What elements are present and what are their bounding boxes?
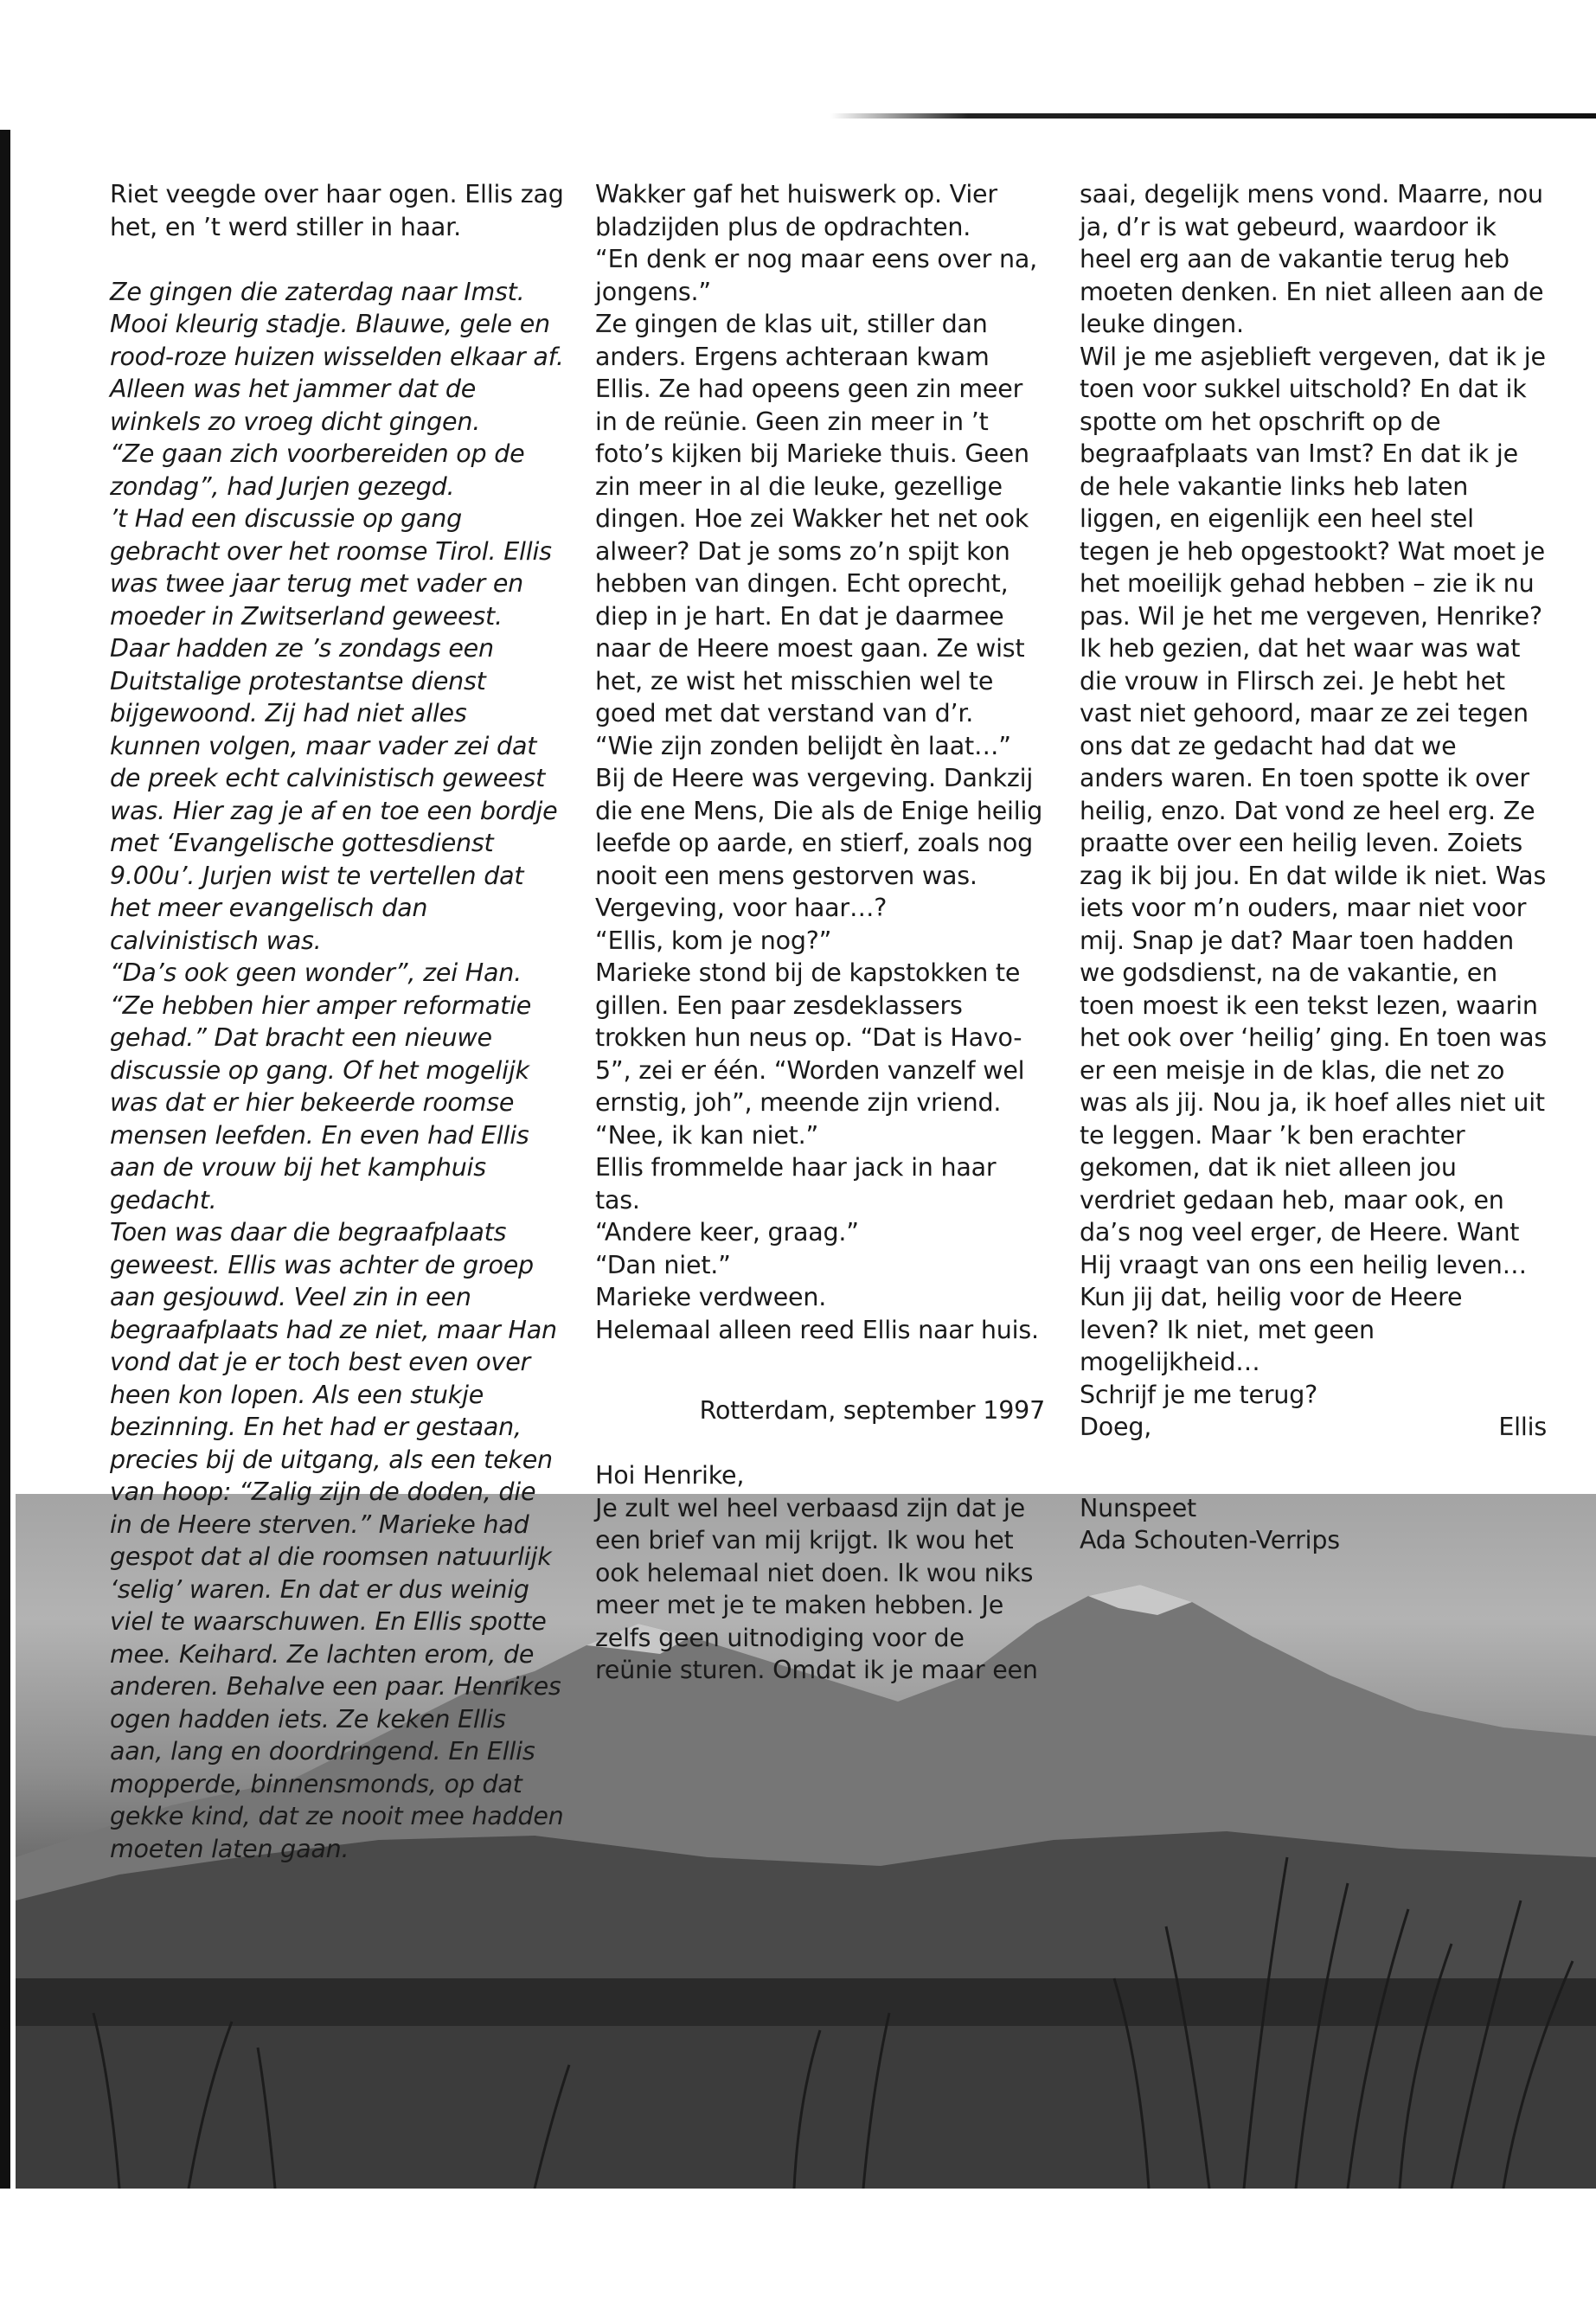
- top-rule: [830, 113, 1596, 119]
- col3-paragraph-4: Schrijf je me terug?: [1080, 1380, 1318, 1409]
- letter-closing: Doeg,: [1080, 1413, 1152, 1441]
- spacer: [110, 243, 564, 276]
- col2-paragraph-3: Ze gingen de klas uit, stiller dan anders. Ergens achteraan kwam Ellis. Ze had opeens geen zin meer in de reünie. Geen zin meer in ’t foto’s kijken bij Marieke thuis. Geen zin meer in al die leuke, gezellige dingen. Hoe zei Wakker het net ook alweer? Dat je soms zo’n spijt kon hebben van dingen. Echt oprecht, diep in je hart. En dat je daarmee naar de Heere moest gaan. Ze wist het, ze wist het misschien wel te goed met dat verstand van d’r.: [595, 310, 1029, 727]
- letter-dateline: Rotterdam, september 1997: [699, 1396, 1045, 1425]
- col2-paragraph-13: Je zult wel heel verbaasd zijn dat je een brief van mij krijgt. Ik wou het ook helemaal niet doen. Ik wou niks meer met je te maken hebben. Je zelfs geen uitnodiging voor de reünie sturen. Omdat ik je maar een: [595, 1493, 1038, 1684]
- col3-paragraph-3: Ik heb gezien, dat het waar was wat die vrouw in Flirsch zei. Je hebt het vast niet gehoord, maar ze zei tegen ons dat ze gedacht had dat we anders waren. En toen spotte ik over heilig, enzo. Dat vond ze heel erg. Ze praatte over een heilig leven. Zoiets zag ik bij jou. En dat wilde ik niet. Was iets voor m’n ouders, maar niet voor mij. Snap je dat? Maar toen hadden we godsdienst, na de vakantie, en toen moest ik een tekst lezen, waarin het ook over ‘heilig’ ging. En toen was er een meisje in de klas, die net zo was als jij. Nou ja, ik hoef alles niet uit te leggen. Maar ’k ben erachter gekomen, dat ik niet alleen jou verdriet gedaan heb, maar ook, en da’s nog veel erger, de Heere. Want Hij vraagt van ons een heilig leven… Kun jij dat, heilig voor de Heere leven? Ik niet, met geen mogelijkheid…: [1080, 634, 1548, 1376]
- col1-paragraph-5: “Da’s ook geen wonder”, zei Han. “Ze hebben hier amper reformatie gehad.” Dat bracht een nieuwe discussie op gang. Of het mogelijk was dat er hier bekeerde roomse mensen leefden. En even had Ellis aan de vrouw bij het kamphuis gedacht.: [110, 958, 532, 1215]
- col2-paragraph-11: Marieke verdween.: [595, 1283, 827, 1311]
- col3-paragraph-2: Wil je me asjeblieft vergeven, dat ik je toen voor sukkel uitschold? En dat ik spotte om het opschrift op de begraafplaats van Imst? En dat ik je de hele vakantie links heb laten liggen, en eigenlijk een heel stel tegen je heb opgestookt? Wat moet je het moeilijk gehad hebben – zie ik nu pas. Wil je het me vergeven, Henrike?: [1080, 342, 1546, 631]
- col1-paragraph-2: Ze gingen die zaterdag naar Imst. Mooi kleurig stadje. Blauwe, gele en rood-roze huizen wisselden elkaar af. Alleen was het jammer dat de winkels zo vroeg dicht gingen.: [110, 277, 564, 436]
- spacer: [1080, 1444, 1547, 1492]
- col2-paragraph-12: Helemaal alleen reed Ellis naar huis.: [595, 1315, 1039, 1344]
- tree-line: [16, 1978, 1596, 2030]
- col2-paragraph-10: “Dan niet.”: [595, 1250, 731, 1279]
- letter-signature: Ellis: [1498, 1413, 1547, 1441]
- col1-paragraph-6: Toen was daar die begraafplaats geweest. Ellis was achter de groep aan gesjouwd. Veel zin in een begraafplaats had ze niet, maar Han vond dat je er toch best even over heen kon lopen. Als een stukje bezinning. En het had er gestaan, precies bij de uitgang, als een teken van hoop: “Zalig zijn de doden, die in de Heere sterven.” Marieke had gespot dat al die roomsen natuurlijk ‘selig’ waren. En dat er dus weinig viel te waarschuwen. En Ellis spotte mee. Keihard. Ze lachten erom, de anderen. Behalve een paar. Henrikes ogen hadden iets. Ze keken Ellis aan, lang en doordringend. En Ellis mopperde, binnensmonds, op dat gekke kind, dat ze nooit mee hadden moeten laten gaan.: [110, 1218, 564, 1863]
- col2-paragraph-6: Marieke stond bij de kapstokken te gillen. Een paar zesdeklassers trokken hun neus op. “Dat is Havo-5”, zei er één. “Worden vanzelf wel ernstig, joh”, meende zijn vriend.: [595, 958, 1025, 1117]
- letter-greeting: Hoi Henrike,: [595, 1461, 745, 1490]
- letter-signoff: [1080, 1411, 1547, 1444]
- col3-paragraph-1: saai, degelijk mens vond. Maarre, nou ja, d’r is wat gebeurd, waardoor ik heel erg aan de vakantie terug heb moeten denken. En niet alleen aan de leuke dingen.: [1080, 180, 1544, 338]
- col2-paragraph-9: “Andere keer, graag.”: [595, 1218, 859, 1247]
- page-edge-shadow: [0, 130, 10, 2189]
- author-name: Ada Schouten-Verrips: [1080, 1526, 1340, 1554]
- column-3: [1080, 178, 1547, 1557]
- author-place: Nunspeet: [1080, 1493, 1197, 1522]
- col1-paragraph-3: “Ze gaan zich voorbereiden op de zondag”, had Jurjen gezegd.: [110, 439, 525, 501]
- column-1: [110, 178, 564, 1865]
- col1-paragraph-4: ’t Had een discussie op gang gebracht over het roomse Tirol. Ellis was twee jaar terug met vader en moeder in Zwitserland geweest. Daar hadden ze ’s zondags een Duitstalige protestantse dienst bijgewoond. Zij had niet alles kunnen volgen, maar vader zei dat de preek echt calvinistisch geweest was. Hier zag je af en toe een bordje met ‘Evangelische gottesdienst 9.00u’. Jurjen wist te vertellen dat het meer evangelisch dan calvinistisch was.: [110, 504, 558, 955]
- col2-paragraph-5: “Ellis, kom je nog?”: [595, 926, 832, 955]
- col1-paragraph-1: Riet veegde over haar ogen. Ellis zag het, en ’t werd stiller in haar.: [110, 180, 564, 241]
- spacer: [595, 1346, 1045, 1394]
- col2-paragraph-1: Wakker gaf het huiswerk op. Vier bladzijden plus de opdrachten.: [595, 180, 997, 241]
- spacer: [595, 1427, 1045, 1460]
- col2-paragraph-4: “Wie zijn zonden belijdt èn laat…” Bij de Heere was vergeving. Dankzij die ene Mens, Die als de Enige heilig leefde op aarde, en stierf, zoals nog nooit een mens gestorven was. Vergeving, voor haar…?: [595, 731, 1043, 922]
- column-2: [595, 178, 1045, 1687]
- col2-paragraph-2: “En denk er nog maar eens over na, jongens.”: [595, 245, 1038, 306]
- col2-paragraph-7: “Nee, ik kan niet.”: [595, 1120, 819, 1150]
- col2-paragraph-8: Ellis frommelde haar jack in haar tas.: [595, 1153, 997, 1215]
